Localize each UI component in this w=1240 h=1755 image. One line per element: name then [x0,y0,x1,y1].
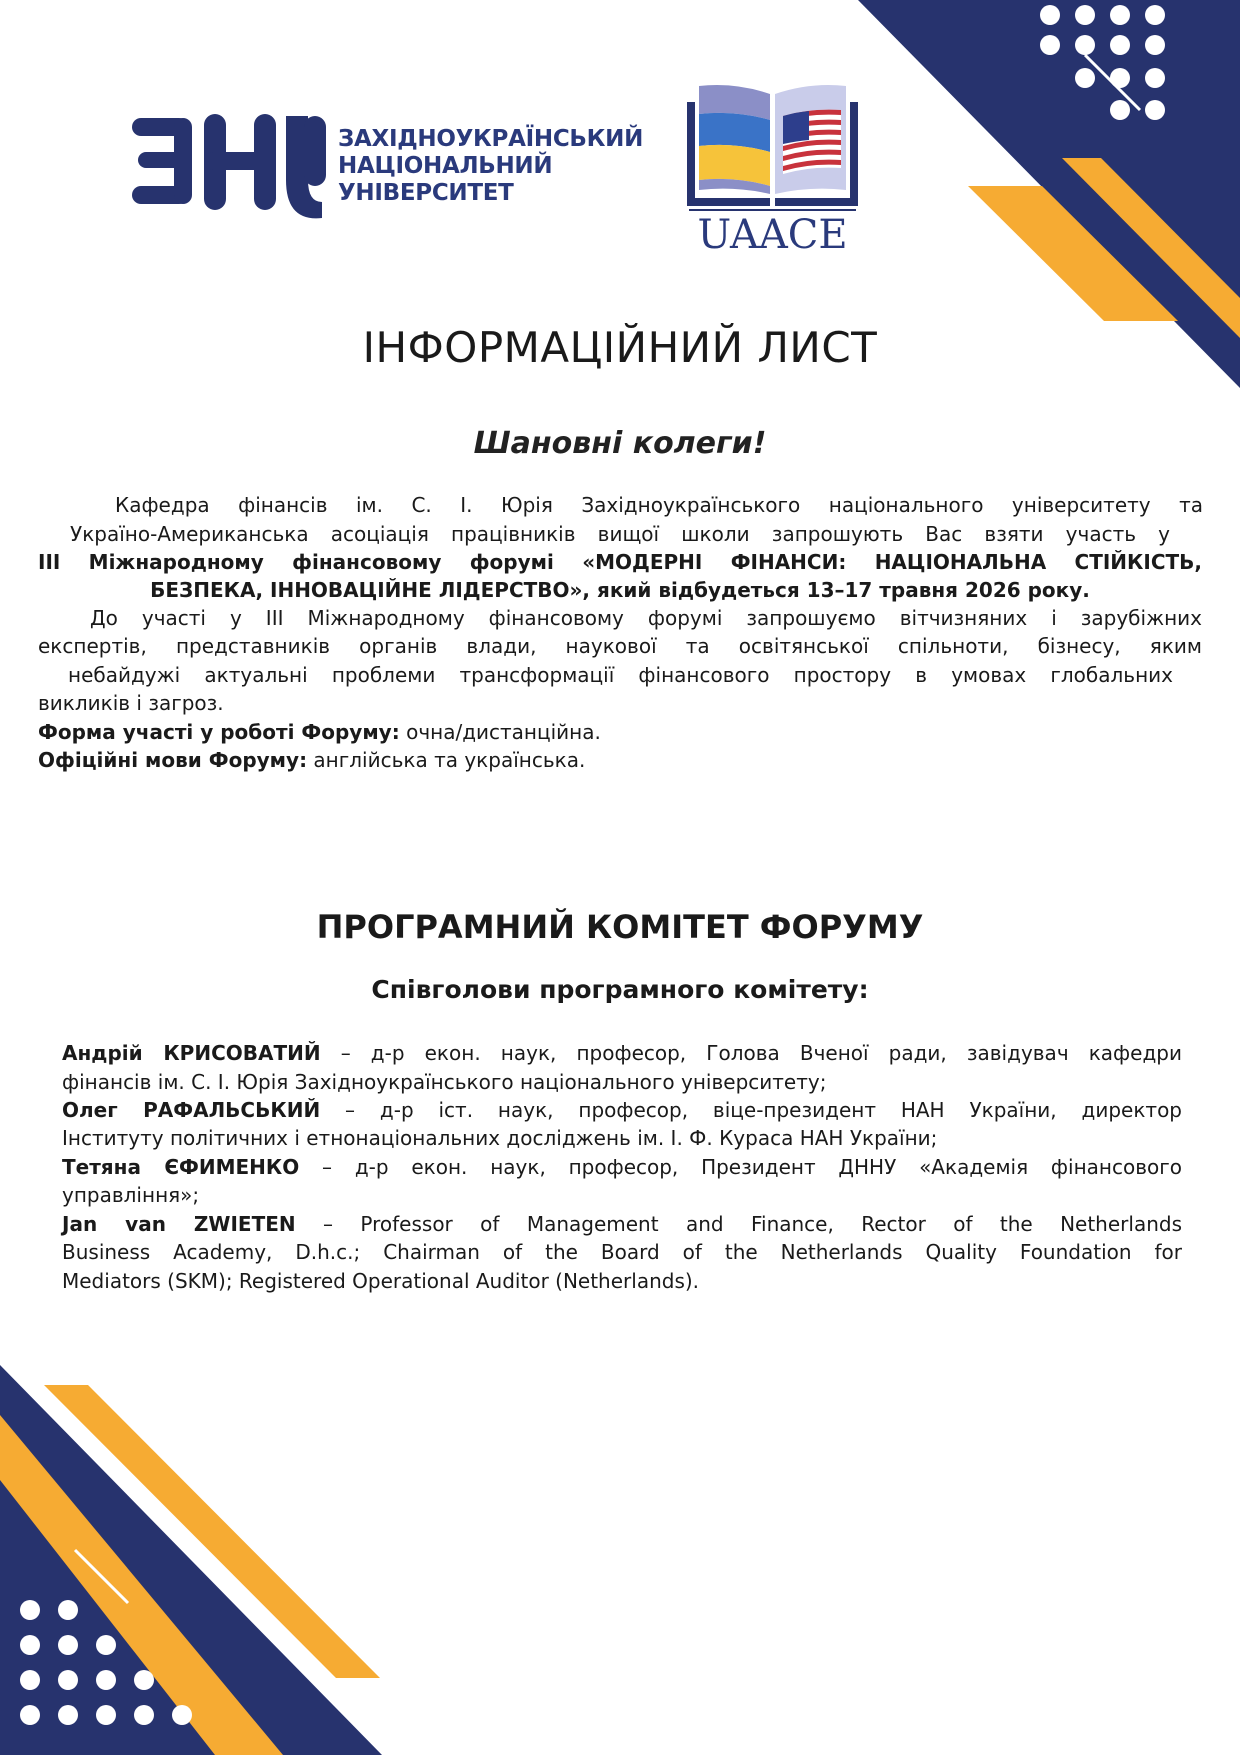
member-2-line-1 [62,1096,1182,1124]
member-2-name: Олег РАФАЛЬСЬКИЙ [62,1098,321,1122]
committee-subheading: Співголови програмного комітету: [371,975,869,1004]
intro-line-8: викликів і загроз. [38,691,224,715]
intro-line-6: експертів, представників органів влади, наукової та освітянської спільноти, бізнесу, яким [38,634,1202,658]
official-languages-value: англійська та українська. [307,748,586,772]
intro-line-2: Україно-Американська асоціація працівників вищої школи запрошують Вас взяти участь у [70,522,1170,546]
open-book-flags-icon [685,80,860,215]
znu-logo [128,108,648,228]
znu-name [338,126,643,207]
member-1-line-1 [62,1039,1182,1067]
member-2-line-2: Інституту політичних і етнонаціональних досліджень ім. І. Ф. Кураса НАН України; [62,1126,938,1150]
intro-line-5: До участі у III Міжнародному фінансовому форумі запрошуємо вітчизняних і зарубіжних [90,606,1202,630]
participation-form [38,718,601,746]
uaace-logo [685,80,860,260]
intro-line-1: Кафедра фінансів ім. С. І. Юрія Західноукраїнського національного університету та [115,493,1203,517]
member-3-line-2: управління»; [62,1183,200,1207]
official-languages [38,746,585,774]
znu-monogram-icon [128,108,328,223]
official-languages-label: Офіційні мови Форуму: [38,748,308,772]
znu-name-line-2: НАЦІОНАЛЬНИЙ [338,153,553,179]
bottom-left-decoration [0,1365,382,1755]
page-title: ІНФОРМАЦІЙНИЙ ЛИСТ [362,323,878,372]
member-1-line-2: фінансів ім. С. І. Юрія Західноукраїнського національного університету; [62,1070,827,1094]
znu-name-line-1: ЗАХІДНОУКРАЇНСЬКИЙ [338,126,644,152]
member-4-line-1 [62,1210,1182,1238]
member-1-name: Андрій КРИСОВАТИЙ [62,1041,321,1065]
intro-line-4: БЕЗПЕКА, ІННОВАЦІЙНЕ ЛІДЕРСТВО», який відбудеться 13–17 травня 2026 року. [150,578,1090,602]
uaace-label: UAACE [697,212,848,258]
member-3-line-1 [62,1153,1182,1181]
member-3-role: – д-р екон. наук, професор, Президент ДННУ «Академія фінансового [299,1155,1182,1179]
intro-line-7: небайдужі актуальні проблеми трансформації фінансового простору в умовах глобальних [68,663,1173,687]
znu-name-line-3: УНІВЕРСИТЕТ [338,180,514,206]
member-4-role: – Professor of Management and Finance, Rector of the Netherlands [295,1212,1182,1236]
member-4-line-3: Mediators (SKM); Registered Operational Auditor (Netherlands). [62,1269,700,1293]
greeting: Шановні колеги! [473,426,767,461]
member-4-line-2: Business Academy, D.h.c.; Chairman of the Board of the Netherlands Quality Foundation for [62,1240,1182,1264]
member-3-name: Тетяна ЄФИМЕНКО [62,1155,300,1179]
member-2-role: – д-р іст. наук, професор, віце-президент НАН України, директор [320,1098,1182,1122]
member-4-name: Jan van ZWIETEN [62,1212,296,1236]
intro-line-3: III Міжнародному фінансовому форумі «МОДЕРНІ ФІНАНСИ: НАЦІОНАЛЬНА СТІЙКІСТЬ, [38,550,1202,574]
member-1-role: – д-р екон. наук, професор, Голова Вченої ради, завідувач кафедри [320,1041,1182,1065]
participation-form-label: Форма участі у роботі Форуму: [38,720,400,744]
committee-heading: ПРОГРАМНИЙ КОМІТЕТ ФОРУМУ [316,908,924,946]
participation-form-value: очна/дистанційна. [399,720,601,744]
